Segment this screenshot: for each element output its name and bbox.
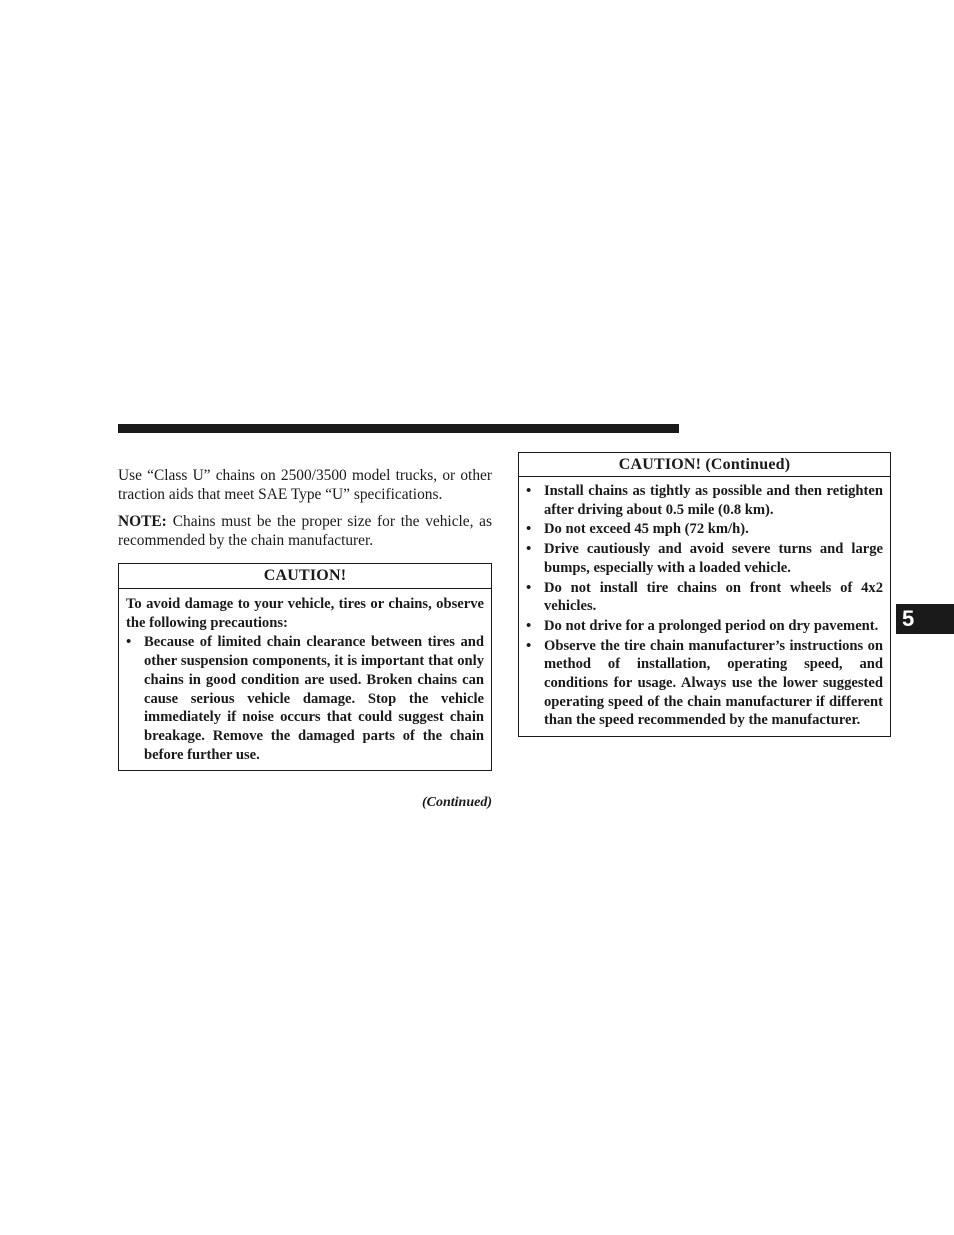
caution-item: • Do not exceed 45 mph (72 km/h). xyxy=(526,520,883,539)
note-paragraph xyxy=(118,512,492,550)
caution-continued-body xyxy=(519,477,890,736)
left-column xyxy=(118,466,492,771)
caution-list xyxy=(126,633,484,764)
caution-item: • Observe the tire chain manufacturer’s instructions on method of installation, operating speed, and conditions for usage. Always use the lower suggested operating speed of the chain manufacturer if different than the speed recommended by the manufacturer. xyxy=(526,637,883,731)
right-column xyxy=(518,452,891,737)
caution-item: • Drive cautiously and avoid severe turns and large bumps, especially with a loaded vehicle. xyxy=(526,540,883,577)
caution-continued-list xyxy=(526,482,883,730)
caution-item: • Do not drive for a prolonged period on dry pavement. xyxy=(526,617,883,636)
section-number-tab: 5 xyxy=(896,604,954,634)
caution-item: • Because of limited chain clearance between tires and other suspension components, it is important that only chains in good condition are used. Broken chains can cause serious vehicle damage. Stop the vehicle immediately if noise occurs that could suggest chain breakage. Remove the damaged parts of the chain before further use. xyxy=(126,633,484,764)
section-divider-bar xyxy=(118,424,679,433)
caution-title: CAUTION! xyxy=(119,564,491,589)
note-label: NOTE: xyxy=(118,513,167,530)
caution-continued-title: CAUTION! (Continued) xyxy=(519,453,890,477)
continued-label: (Continued) xyxy=(421,795,492,810)
caution-body xyxy=(119,589,491,770)
caution-item: • Do not install tire chains on front wheels of 4x2 vehicles. xyxy=(526,579,883,616)
caution-continued-box xyxy=(518,452,891,737)
caution-box xyxy=(118,563,492,771)
caution-item: • Install chains as tightly as possible and then retighten after driving about 0.5 mile (0.8 km). xyxy=(526,482,883,519)
class-u-chains-paragraph: Use “Class U” chains on 2500/3500 model trucks, or other traction aids that meet SAE Type “U” specifications. xyxy=(118,467,492,503)
note-text: Chains must be the proper size for the vehicle, as recommended by the chain manufacturer. xyxy=(118,513,492,549)
caution-intro: To avoid damage to your vehicle, tires or chains, observe the following precautions: xyxy=(126,596,484,631)
